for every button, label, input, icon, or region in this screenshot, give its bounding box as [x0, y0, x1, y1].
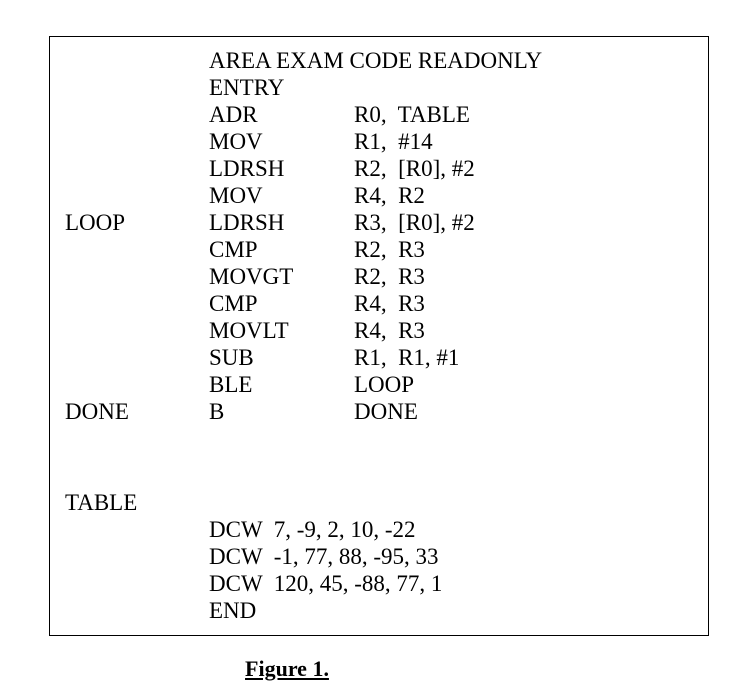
code-opcode: LDRSH [209, 156, 285, 181]
data-line: DCW 7, -9, 2, 10, -22 [209, 517, 416, 542]
code-operands: R1, R1, #1 [354, 345, 460, 370]
code-operands: R4, R2 [354, 183, 425, 208]
code-opcode: CMP [209, 291, 258, 316]
code-opcode: SUB [209, 345, 254, 370]
code-opcode: BLE [209, 372, 253, 397]
figure-caption-text: Figure 1. [245, 656, 329, 681]
data-line-end: END [209, 598, 257, 623]
code-opcode: MOV [209, 183, 263, 208]
code-operands: R4, R3 [354, 318, 425, 343]
code-label-loop: LOOP [65, 210, 126, 235]
code-operands: R0, TABLE [354, 102, 470, 127]
code-header-entry: ENTRY [209, 75, 285, 100]
code-operands: DONE [354, 399, 418, 424]
code-operands: R2, R3 [354, 264, 425, 289]
code-operands: R3, [R0], #2 [354, 210, 475, 235]
data-line: DCW -1, 77, 88, -95, 33 [209, 544, 439, 569]
code-opcode: CMP [209, 237, 258, 262]
code-opcode: MOVLT [209, 318, 289, 343]
code-opcode: MOV [209, 129, 263, 154]
code-opcode: B [209, 399, 225, 424]
code-operands: R1, #14 [354, 129, 433, 154]
code-header-area: AREA EXAM CODE READONLY [209, 48, 543, 73]
data-line: DCW 120, 45, -88, 77, 1 [209, 571, 443, 596]
code-opcode: LDRSH [209, 210, 285, 235]
code-operands: R2, R3 [354, 237, 425, 262]
code-label-done: DONE [65, 399, 129, 424]
code-label-table: TABLE [65, 490, 138, 515]
code-opcode: ADR [209, 102, 258, 127]
code-operands: R4, R3 [354, 291, 425, 316]
code-listing-box [49, 36, 709, 636]
code-operands: LOOP [354, 372, 415, 397]
code-operands: R2, [R0], #2 [354, 156, 475, 181]
figure-caption [0, 656, 754, 682]
code-opcode: MOVGT [209, 264, 294, 289]
